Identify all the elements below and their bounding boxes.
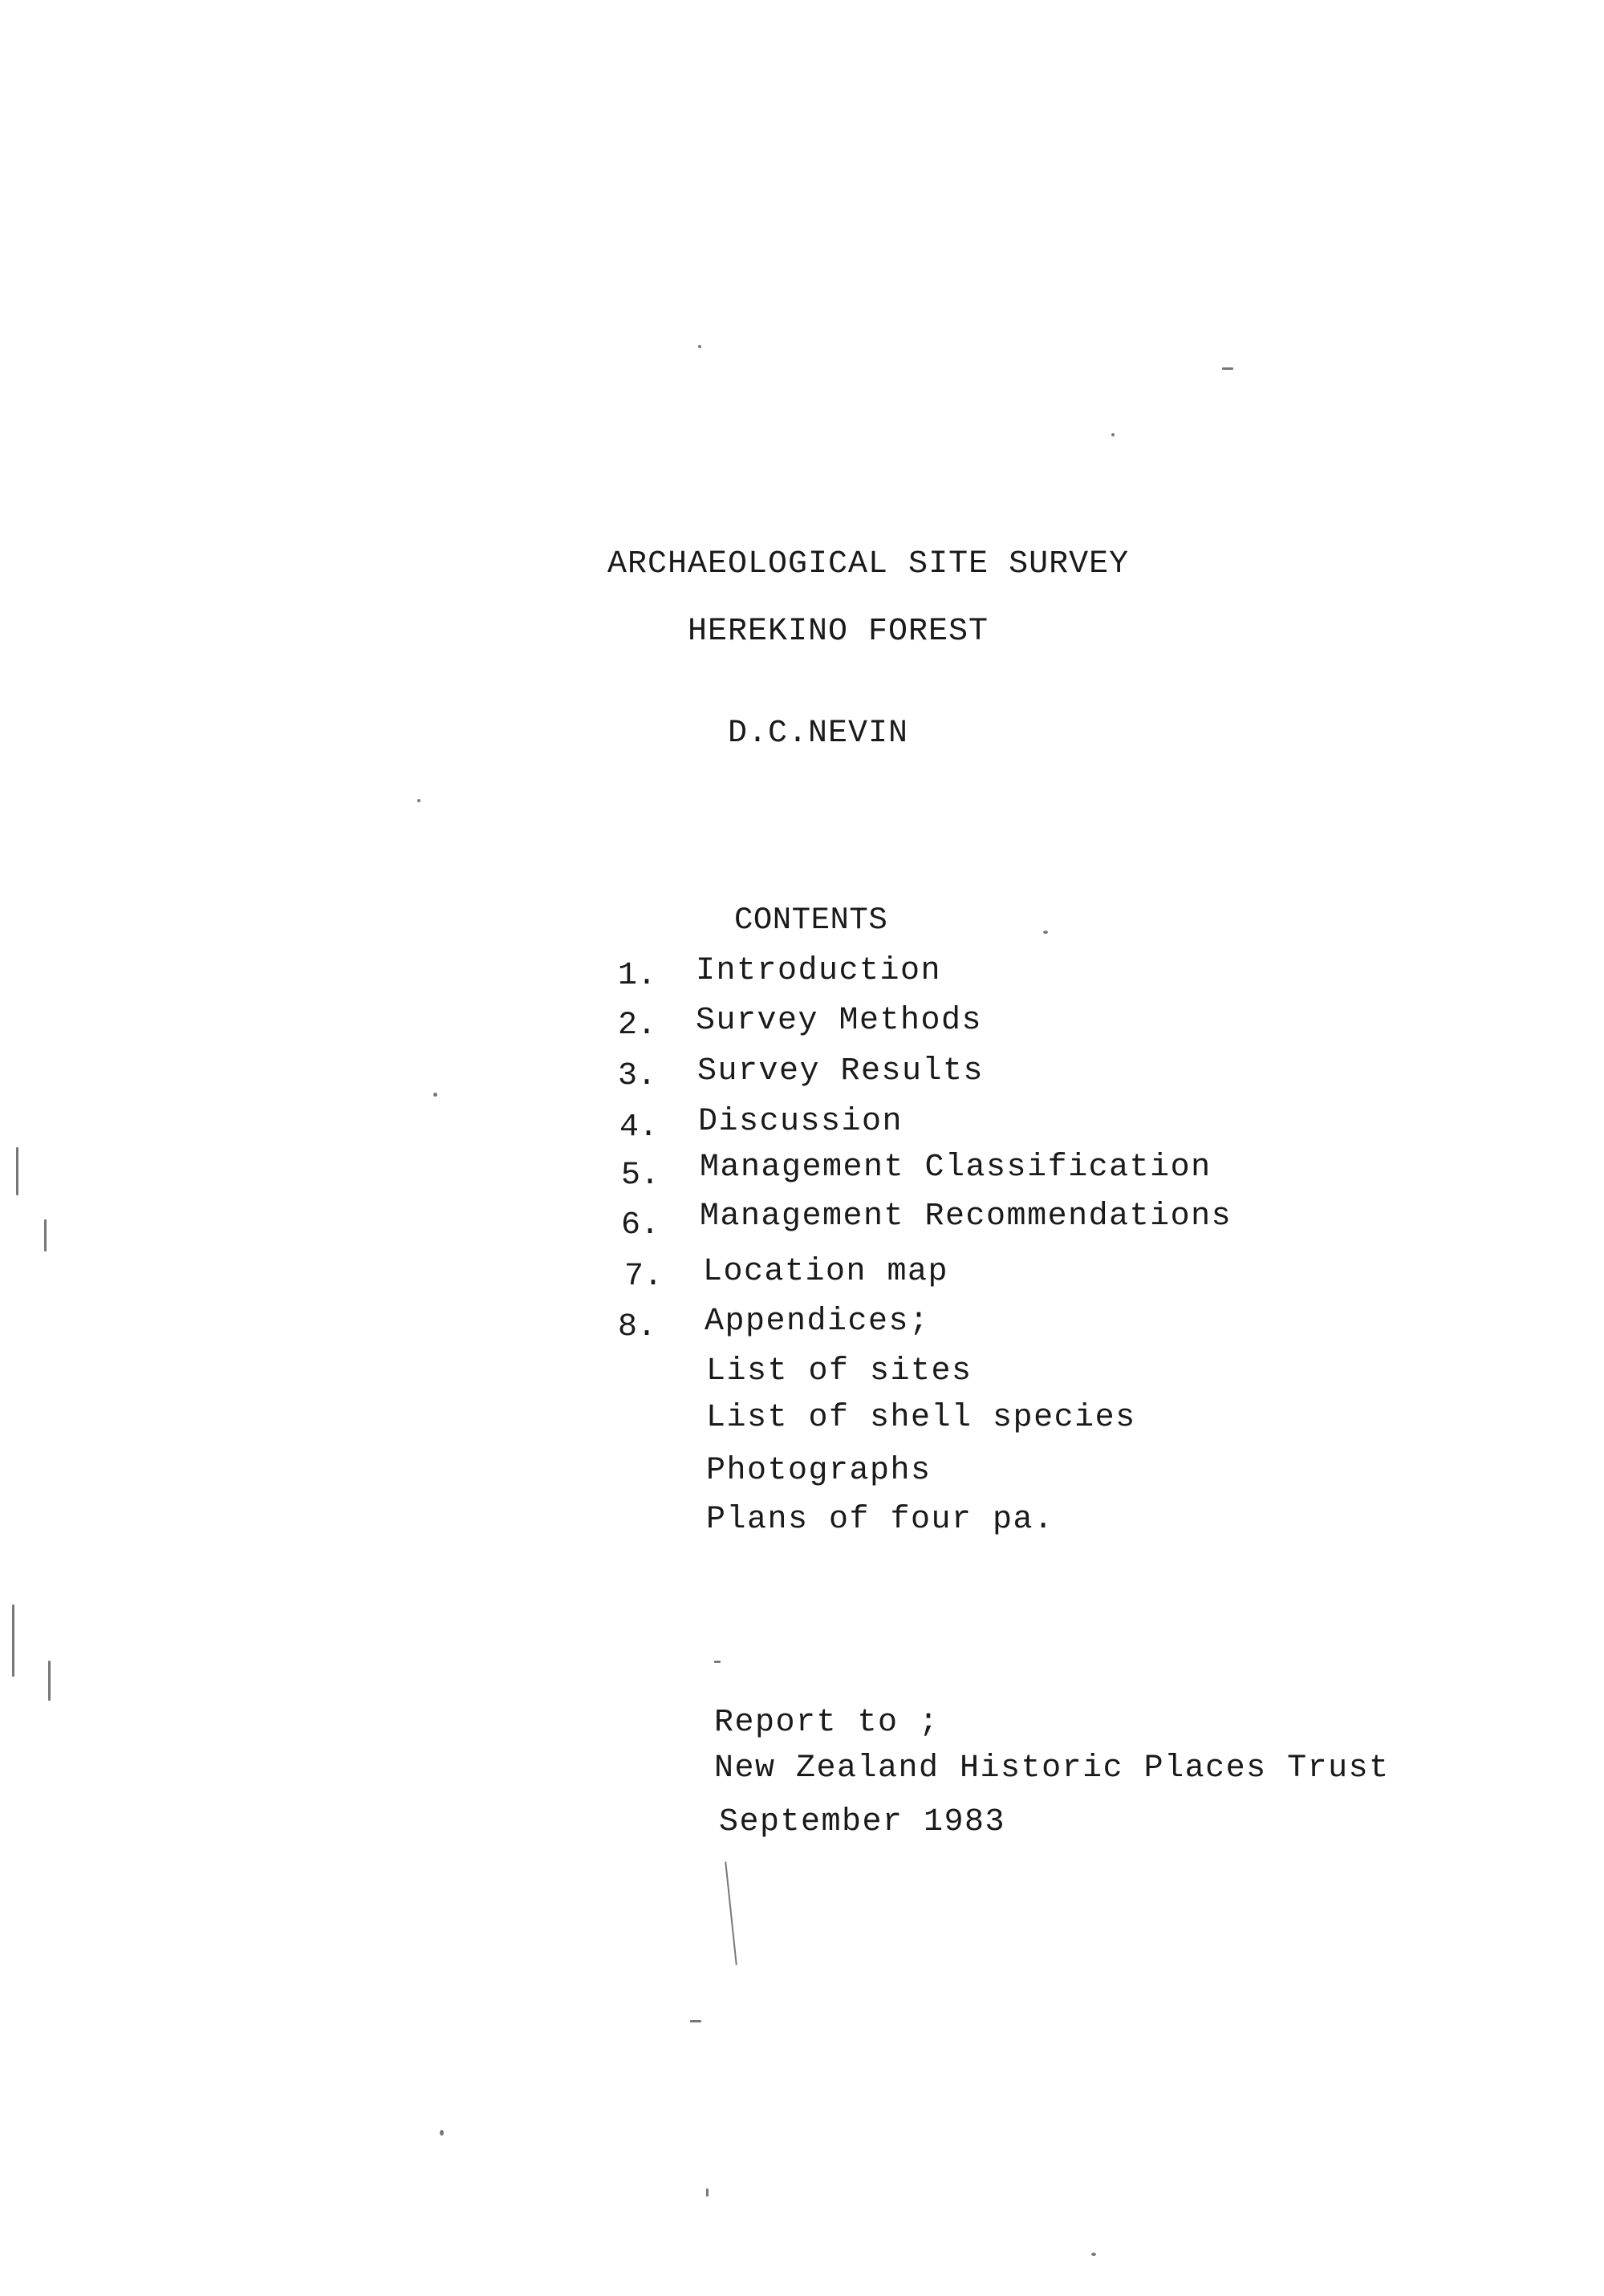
item-label: Survey Results bbox=[697, 1053, 985, 1089]
item-label: Survey Methods bbox=[696, 1003, 983, 1039]
author-name: D.C.NEVIN bbox=[728, 716, 909, 752]
item-label: Discussion bbox=[698, 1104, 904, 1140]
item-number: 4. bbox=[619, 1109, 659, 1146]
appendix-item: Plans of four pa. bbox=[706, 1502, 1054, 1538]
document-title: ARCHAEOLOGICAL SITE SURVEY bbox=[607, 546, 1130, 582]
item-label: Management Classification bbox=[700, 1150, 1212, 1186]
item-number: 1. bbox=[618, 958, 657, 994]
report-recipient: New Zealand Historic Places Trust bbox=[714, 1750, 1390, 1787]
item-number: 8. bbox=[618, 1309, 657, 1345]
appendix-item: List of shell species bbox=[706, 1400, 1136, 1436]
report-to-line: Report to ; bbox=[714, 1705, 940, 1741]
item-label: Introduction bbox=[696, 953, 942, 989]
document-subtitle: HEREKINO FOREST bbox=[688, 614, 989, 650]
item-label: Location map bbox=[703, 1254, 949, 1290]
item-label: Appendices; bbox=[705, 1304, 930, 1340]
report-date: September 1983 bbox=[719, 1804, 1006, 1840]
item-number: 5. bbox=[621, 1158, 660, 1194]
item-number: 2. bbox=[618, 1008, 657, 1044]
item-number: 7. bbox=[624, 1259, 664, 1295]
item-number: 6. bbox=[621, 1207, 660, 1243]
item-label: Management Recommendations bbox=[700, 1199, 1232, 1235]
contents-heading: CONTENTS bbox=[734, 903, 888, 938]
appendix-item: Photographs bbox=[706, 1453, 932, 1489]
item-number: 3. bbox=[618, 1058, 657, 1094]
appendix-item: List of sites bbox=[706, 1353, 973, 1389]
